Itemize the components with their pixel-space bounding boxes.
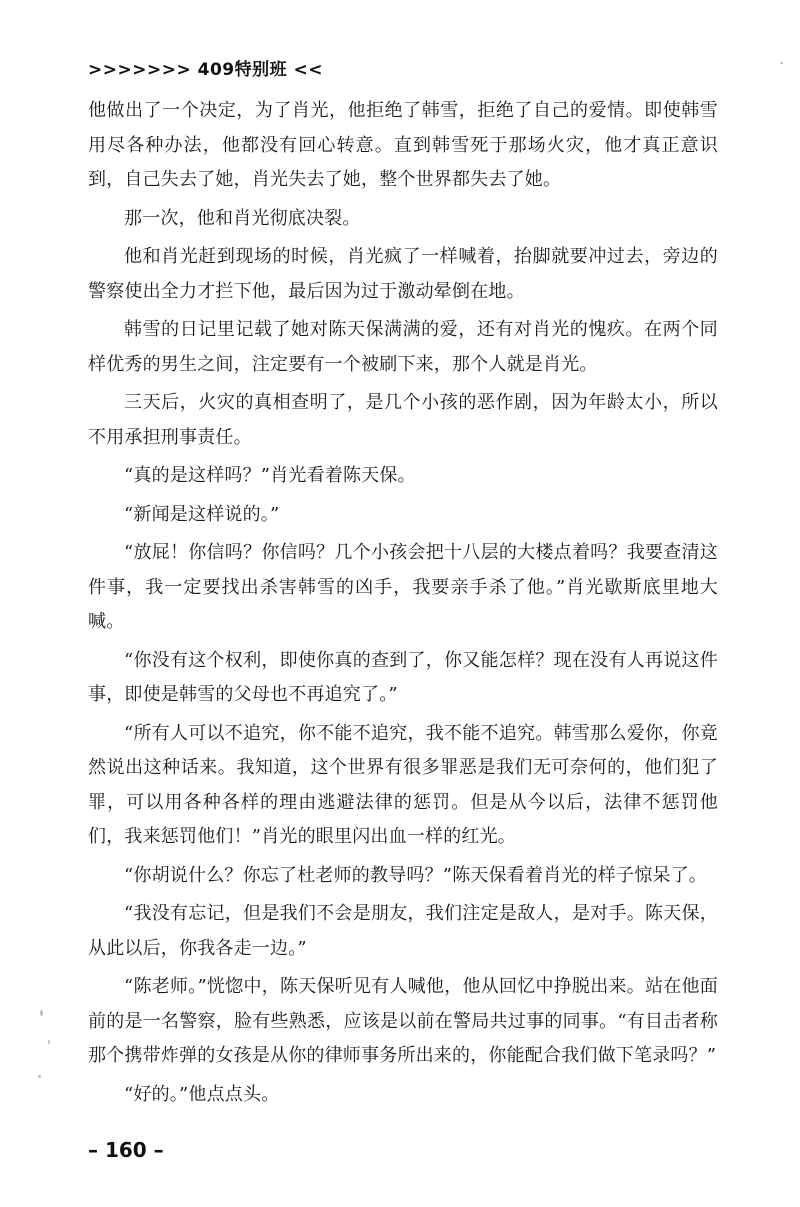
paragraph-2: 那一次，他和肖光彻底决裂。 [124,207,361,229]
paragraph-13: “陈老师。”恍惚中，陈天保听见有人喊他，他从回忆中挣脱出来。站在他面前的是一名警察，脸有些熟悉，应该是以前在警局共过事的同事。“有目击者称那个携带炸弹的女孩是从你的律师事务所出来的，你能配合我们做下笔录吗？” [88,976,718,1066]
scan-speck [38,1075,41,1078]
scan-speck [40,1010,43,1016]
paragraph-8: “放屁！你信吗？你信吗？几个小孩会把十八层的大楼点着吗？我要查清这件事，我一定要找出杀害韩雪的凶手，我要亲手杀了他。”肖光歇斯底里地大喊。 [88,542,718,632]
paragraph-5: 三天后，火灾的真相查明了，是几个小孩的恶作剧，因为年龄太小，所以不用承担刑事责任。 [88,392,718,448]
paragraph-7: “新闻是这样说的。” [124,503,280,525]
body-text [88,94,718,1112]
paragraph-9: “你没有这个权利，即使你真的查到了，你又能怎样？现在没有人再说这件事，即使是韩雪的父母也不再追究了。” [88,649,718,705]
scan-speck [780,62,783,64]
paragraph-10: “所有人可以不追究，你不能不追究，我不能不追究。韩雪那么爱你，你竟然说出这种话来。我知道，这个世界有很多罪恶是我们无可奈何的，他们犯了罪，可以用各种各样的理由逃避法律的惩罚。但是从今以后，法律不惩罚他们，我来惩罚他们！”肖光的眼里闪出血一样的红光。 [88,722,718,847]
paragraph-12: “我没有忘记，但是我们不会是朋友，我们注定是敌人，是对手。陈天保，从此以后，你我各走一边。” [88,903,718,959]
paragraph-3: 他和肖光赶到现场的时候，肖光疯了一样喊着，抬脚就要冲过去，旁边的警察使出全力才拦下他，最后因为过于激动晕倒在地。 [88,246,718,302]
paragraph-11: “你胡说什么？你忘了杜老师的教导吗？”陈天保看着肖光的样子惊呆了。 [124,864,708,886]
paragraph-6: “真的是这样吗？”肖光看着陈天保。 [124,465,416,486]
running-header: >>>>>>> 409特别班 << [88,60,324,80]
paragraph-1: 他做出了一个决定，为了肖光，他拒绝了韩雪，拒绝了自己的爱情。即使韩雪用尽各种办法，他都没有回心转意。直到韩雪死于那场火灾，他才真正意识到，自己失去了她，肖光失去了她，整个世界都失去了她。 [88,100,718,190]
scan-speck [48,1040,50,1044]
page-number: – 160 – [88,1138,164,1162]
paragraph-14: “好的。”他点点头。 [124,1083,280,1105]
paragraph-4: 韩雪的日记里记载了她对陈天保满满的爱，还有对肖光的愧疚。在两个同样优秀的男生之间，注定要有一个被刷下来，那个人就是肖光。 [88,319,718,375]
